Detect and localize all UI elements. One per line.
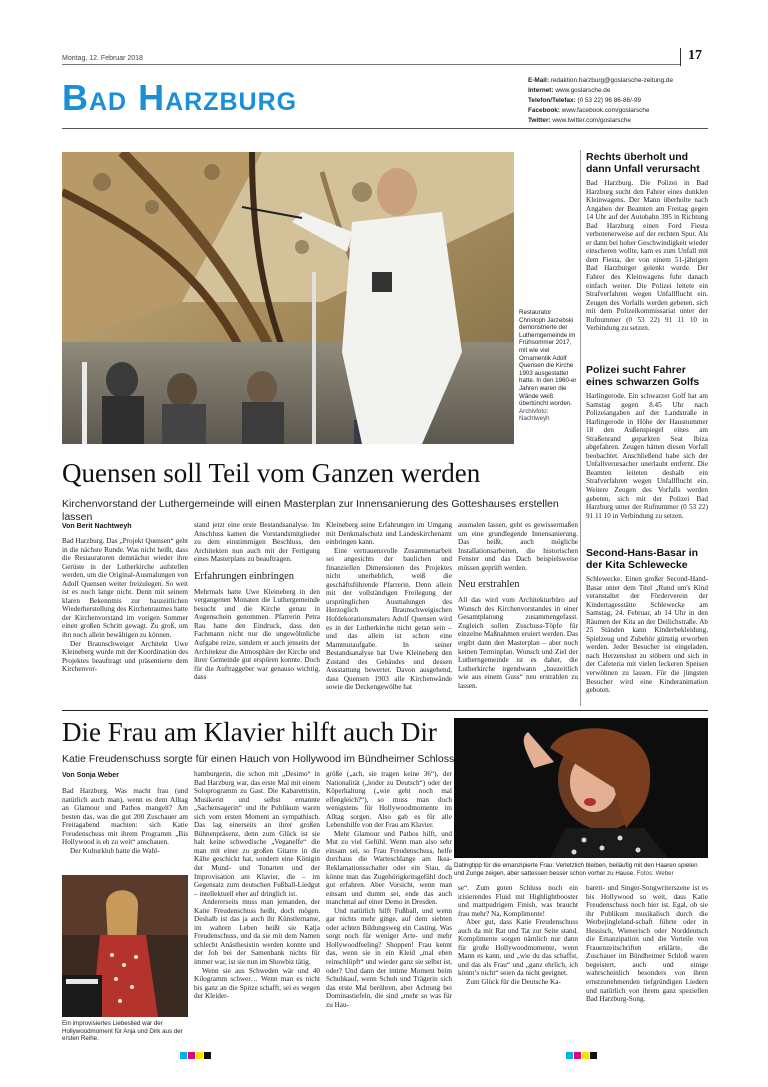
header-top-rule [62, 64, 680, 65]
header-bottom-rule [62, 128, 708, 129]
piano-photo-caption: Ein improvisiertes Liebeslied war der Hollywoodmoment für Anja und Dirk aus der ersten Reihe. [62, 1020, 183, 1043]
article1-col2: stand jetzt eine erste Bestandsanalyse. Im Anschluss kamen die Vorstandsmitglieder zu dem einstimmigen Beschluss, den Architekten nun auch mit der Fertigung eines Masterplans zu beauftragen. Erfahrungen einbringen Mehrmals hatte Uwe Kleineberg in den vergangenen Monaten die Luthergemeinde besucht und die Kirche genau in Augenschein genommen. Pfarrerin Petra Rau hatte den Eindruck, dass den Fachmann nicht nur die ungewöhnliche Aufgabe reize, sondern er auch jenseits der Architektur die Atmosphäre der Kirche und ihrer Gemeinde gut erspüren konnte. Doch für die Auftraggeber war genauso wichtig, dass [194, 521, 320, 682]
freudenschuss-photo-caption: Datingtipp für die emanzipierte Frau: Verletzlich bleiben, beiläufig mit den Haaren spielen und Zunge zeigen, aber sattessen besser schon vorher zu Hause. Fotos: Weber [454, 862, 698, 877]
article1-col4-heading: Neu erstrahlen [458, 579, 520, 591]
piano-photo [62, 875, 188, 1017]
restorer-photo-caption: Restaurator Christoph Jarzebski demonstrierte der Lutherngemeinde im Frühsommer 2017, mit wie viel Ornamentik Adolf Quensen die Kirche 1903 ausgestattet hatte. In den 1960-er Jahren waren die Wände weiß übertüncht worden. Archivfoto: Nachtweyh [519, 309, 577, 423]
sidebar-divider [580, 150, 581, 706]
article2-headline: Die Frau am Klavier hilft auch Dir [62, 717, 437, 747]
article2-col5: barett- und Singer-Songwriterszene ist es bis Hollywood so weit, dass Katie Freudenschuss noch hier ist. Egal, ob sie ihr Publikum musikalisch durch die Werbejingleland-schaft führte oder in Hessisch, Wienerisch oder Norddeutsch die Emanzipation und die Vorteile von Frauenzeitschriften erklärte, die Zuschauer im Bündheimer Schloß waren begeistert, auch und einige wahrscheinlich besonders von ihren ernstzunehmenden tiefgründigen Liedern und natürlich von ihrem ganz speziellen Bad Harzburg-Song. [586, 884, 708, 1004]
brief-1-text: Bad Harzburg. Die Polizei in Bad Harzburg sucht den Fahrer eines dunklen Kleinwagens. Der Mann überholte nach Angaben der Beamten am Freitag gegen 14 Uhr auf der Autobahn 395 in Richtung Bad Harzburg einen Ford Fiesta verbotenerweise auf der rechten Spur. Als er dann bei hoher Geschwindigkeit wieder einscheren wollte, kam es zum Unfall mit dem Fiesta, der von einem 51-jährigen Bad Harzburger gelenkt wurde. Der Fahrer des Kleinwagens fuhr danach einfach weiter. Die Polizei leitete ein Strafverfahren wegen Unfallflucht ein. Zeugen des Vorfalls werden gebeten, sich mit dem Polizeikommissariat unter der Rufnummer (0 53 22) 91 11 10 in Verbindung zu setzen. [586, 179, 708, 333]
restorer-photo [62, 152, 514, 444]
brief-1-headline: Rechts überholt und dann Unfall verursacht [586, 151, 700, 175]
contact-email: E-Mail: redaktion.harzburg@goslarsche-zeitung.de [528, 77, 674, 84]
article2-byline: Von Sonja Weber [62, 772, 119, 779]
brief-3-text: Schlewecke. Einen großer Second-Hand-Basar unter dem Titel „Rund um's Kind veranstaltet der Förderverein der Kindertagesstätte Schlewecke am Samstag, 24. Februar, ab 14 Uhr in den Räumen der Kita an der Deilichstraße. Ab 25 Ständen kann Kinderbekleidung, Spielzeug und Zubehör günstig erworben werden. Jeder Besucher ist eingeladen, nach Herzenslust zu stöbern und sich in der Cafeteria mit vielen leckeren Speisen verwöhnen zu lassen. Für die jüngsten Besucher wird eine Kinderanimation geboten. [586, 575, 708, 695]
section-title: Bad Harzburg [62, 77, 298, 118]
article1-byline: Von Berit Nachtweyh [62, 523, 132, 530]
article1-headline: Quensen soll Teil vom Ganzen werden [62, 458, 481, 488]
brief-3-headline: Second-Hans-Basar in der Kita Schlewecke [586, 547, 699, 571]
article1-col2-heading: Erfahrungen einbringen [194, 570, 295, 582]
contact-block [528, 76, 748, 126]
article2-col4: se“. Zum guten Schluss noch ein irisierendes Fluid mit Highlightbooster und mattpudrigem Finish, was braucht frau mehr? Na, Komplimente! Aber gut, dass Katie Freudenschuss auch da mit Rat und Tat zur Seite stand. Komplimente sorgen nämlich nur dann für große Hollywoodmomente, wenn Mann es kann, und „wie du das schaffst, und das als Frau“ und „ganz ehrlich, ich könnt’s nicht“ seien da nicht geeignet. Zum Glück für die Deutsche Ka- [458, 884, 578, 987]
article1-col3: Kleineberg seine Erfahrungen im Umgang mit Denkmalschutz und Landeskirchenamt einbringen kann. Eine vertrauensvolle Zusammenarbeit sei angesichts der baulichen und finanziellen Dimensionen des Projektes nicht unerheblich, weiß die geschäftsführende Pfarrerin. Denn allein mit der vollständigen Freilegung der ursprünglichen Ausmalungen des Herzoglich Braunschweigischen Hofdekorationsmalers Adolf Quensen wird es in der Lutherkirche nicht getan sein – und das allein ist schon eine Mammutaufgabe. In seiner Bestandsanalyse hat Uwe Kleineberg den Zustand des Gebäudes und dessen Ausstattung bewertet. Davon ausgehend, dass Quensen 1903 alle Kirchenwände sowie die Deckengewölbe hat [326, 521, 452, 692]
restorer-photo-credit: Archivfoto: Nachtweyh [519, 407, 550, 423]
contact-facebook: Facebook: www.facebook.com/goslarsche [528, 107, 650, 114]
sidebar-brief-1 [586, 152, 708, 364]
brief-2-headline: Polizei sucht Fahrer eines schwarzen Golfs [586, 364, 700, 388]
freudenschuss-photo [454, 718, 708, 858]
article1-col4: ausmalen lassen, geht es gewissermaßen um eine grundlegende Innensanierung. Das heißt, auch mögliche Installationsarbeiten, die historischen Fenster und das Dach beispielsweise müssen geprüft werden. Neu erstrahlen All das wird vom Architekturbüro auf Wunsch des Kirchenvorstandes in einer Gesamtplanung zusammengefasst. Zugleich sollen Zuschuss-Töpfe für einzelne Maßnahmen eruiert werden. Das ergibt dann den Masterplan – aber noch keinen Terminplan. Wunsch und Ziel der Lutherngemeinde ist es daher, die Lutherkirche irgendwann „bauzeitlich wie aus einem Guss“ neu erstrahlen zu lassen. [458, 521, 578, 690]
contact-phone: Telefon/Telefax: (0 53 22) 96 86-86/-99 [528, 97, 642, 104]
article1-subhead: Kirchenvorstand der Luthergemeinde will einen Masterplan zur Innensanierung des Gotteshauses erstellen lassen [62, 498, 559, 523]
issue-date: Montag, 12. Februar 2018 [62, 55, 143, 62]
article2-subhead: Katie Freudenschuss sorgte für einen Hauch von Hollywood im Bündheimer Schloss [62, 753, 455, 765]
article1-col1: Bad Harzburg. Das „Projekt Quensen“ geht in die nächste Runde. Was nicht heißt, dass die Restauratoren demnächst wieder ihre Gerüste in der Lutherkirche aufstellen werden, um die Original-Ausmalungen von Adolf Quensen weiter freizulegen. So weit ist es noch lange nicht. Denn mit seinem klaren Bekenntnis zur bauzeitlichen Wiederherstellung des Kirchenraumes hatte der Kirchenvorstand im vorigen Sommer einen großen Schritt gewagt. Zu groß, um ihn noch allein bewältigen zu können. Der Braunschweiger Architekt Uwe Kleineberg wurde mit der Koordination des Projektes beauftragt und präsentierte dem Kirchenvor- [62, 537, 188, 674]
article2-top-rule [62, 710, 708, 711]
brief-2-text: Harlingerode. Ein schwarzer Golf hat am Samstag gegen 8.45 Uhr nach Polizeiangaben auf der Landstraße in Harlingerode in Höhe der Hausnummer 18 den Außenspiegel eines am Straßenrand geparkten Seat Ibiza abgefahren. Zeugen hätten diesen Vorfall beobachtet. Anschließend habe sich der Unfallverursacher unerlaubt entfernt. Die Beamten leiteten deshalb ein Strafverfahren wegen Unfallflucht ein. Weitere Zeugen des Vorfalls werden gebeten, sich mit der Polizei Bad Harzburg unter der Rufnummer (0 53 22) 91 11 10 in Verbindung zu setzen. [586, 392, 708, 520]
article2-col3: größe („ach, sie tragen keine 36“), der Nationalität („leider zu Deutsch“) oder der Köperhaltung („wie geht noch mal elfengleich?“), so muss man doch wenigstens für Hollywoodmomente im Alltag sorgen. Also gab es für alle Lebenshilfe von der Frau am Klavier. Mehr Glamour und Pathos hilft, und Mut zu viel Gefühl. Wenn man also sehr einsam sei, so Frau Freudenschuss, helfe durchaus die Warteschlange am Ikea-Reklamationsschalter oder ein Stau, da könne man das Zugehörigkeitsgefühl doch gut erfahren. Aber Vorsicht, wenn man einsam und dumm sei, ende das auch manchmal auf einer Demo in Dresden. Und natürlich hilft Fußball, und wenn gar nichts mehr ginge, auf dem siebten oder achten Bildungsweg ein Casting. Was sorgt noch für weniger Arte- und mehr Hollywoodfeeling? Shoppen! Frau kennt das, wenn sie in ein Kleid „mal eben reinschlüpft“ und wieder ganz sie selbst ist, oder? Und dann der intime Moment beim Schuhkauf, wenn Schuh und Trägerin sich das erste Mal berühren, aber Achtung bei Dominastiefeln, die sind „mehr so was für zu Hau- [326, 770, 452, 1009]
contact-internet: Internet: www.goslarsche.de [528, 87, 611, 94]
sidebar-brief-3 [586, 548, 708, 701]
page-number-divider [680, 48, 681, 66]
article2-col1: Bad Harzburg. Was macht frau (und natürlich auch man), wenn es dem Alltag an Glamour und Pathos mangelt? Am besten das, was die gut 200 Zuschauer am Freitagabend machten: sich Katie Freudenschuss mit ihrem Programm „Bis Hollywood is eh zu weit“ anschauen. Der Kulturklub hatte die Wahl- [62, 787, 188, 855]
freudenschuss-photo-credit: Fotos: Weber [636, 869, 674, 877]
page-number: 17 [688, 48, 702, 63]
article2-col2: hamburgerin, die schon mit „Desimo“ in Bad Harzburg war, das erste Mal mit einem Soloprogramm zu Gast. Die Kabarettistin, Musikerin und selbst ernannte „Sachensagerin“ und ihr Publikum waren sich vom ersten Moment an sympathisch. Das lag einerseits an ihrer großen Bühnenpräsenz, denn zum Glück ist sie halt keine schwedische „Veganelfe“ die man mit einer zu großen Gitarre in die Kälte geschickt hat, sondern eine Königin der Mund- und Tonarten und der Improvisation am Klavier, die – im Gegensatz zum deutschen Fußball-Liedgut – intellektuell eher auf dringlich ist. Andererseits muss man jemanden, der Katie Freudenschuss heißt, doch mögen. Deshalb ist das ja auch ihr Künstlername, im wahren Leben heißt sie Katja Freudenschuss, und da sie mit dem Namen schlecht Anästhesistin werden konnte und der Job bei der Samenbank nichts für immer war, ist sie nun im Showbiz tätig. Wenn sie aus Schweden wär und 40 Kilogramm schwer… Wenn man es nicht bis ganz an die Spitze schafft, sei es wegen der Kleider- [194, 770, 320, 1001]
contact-twitter: Twitter: www.twitter.com/goslarsche [528, 117, 631, 124]
sidebar-brief-2 [586, 365, 708, 544]
